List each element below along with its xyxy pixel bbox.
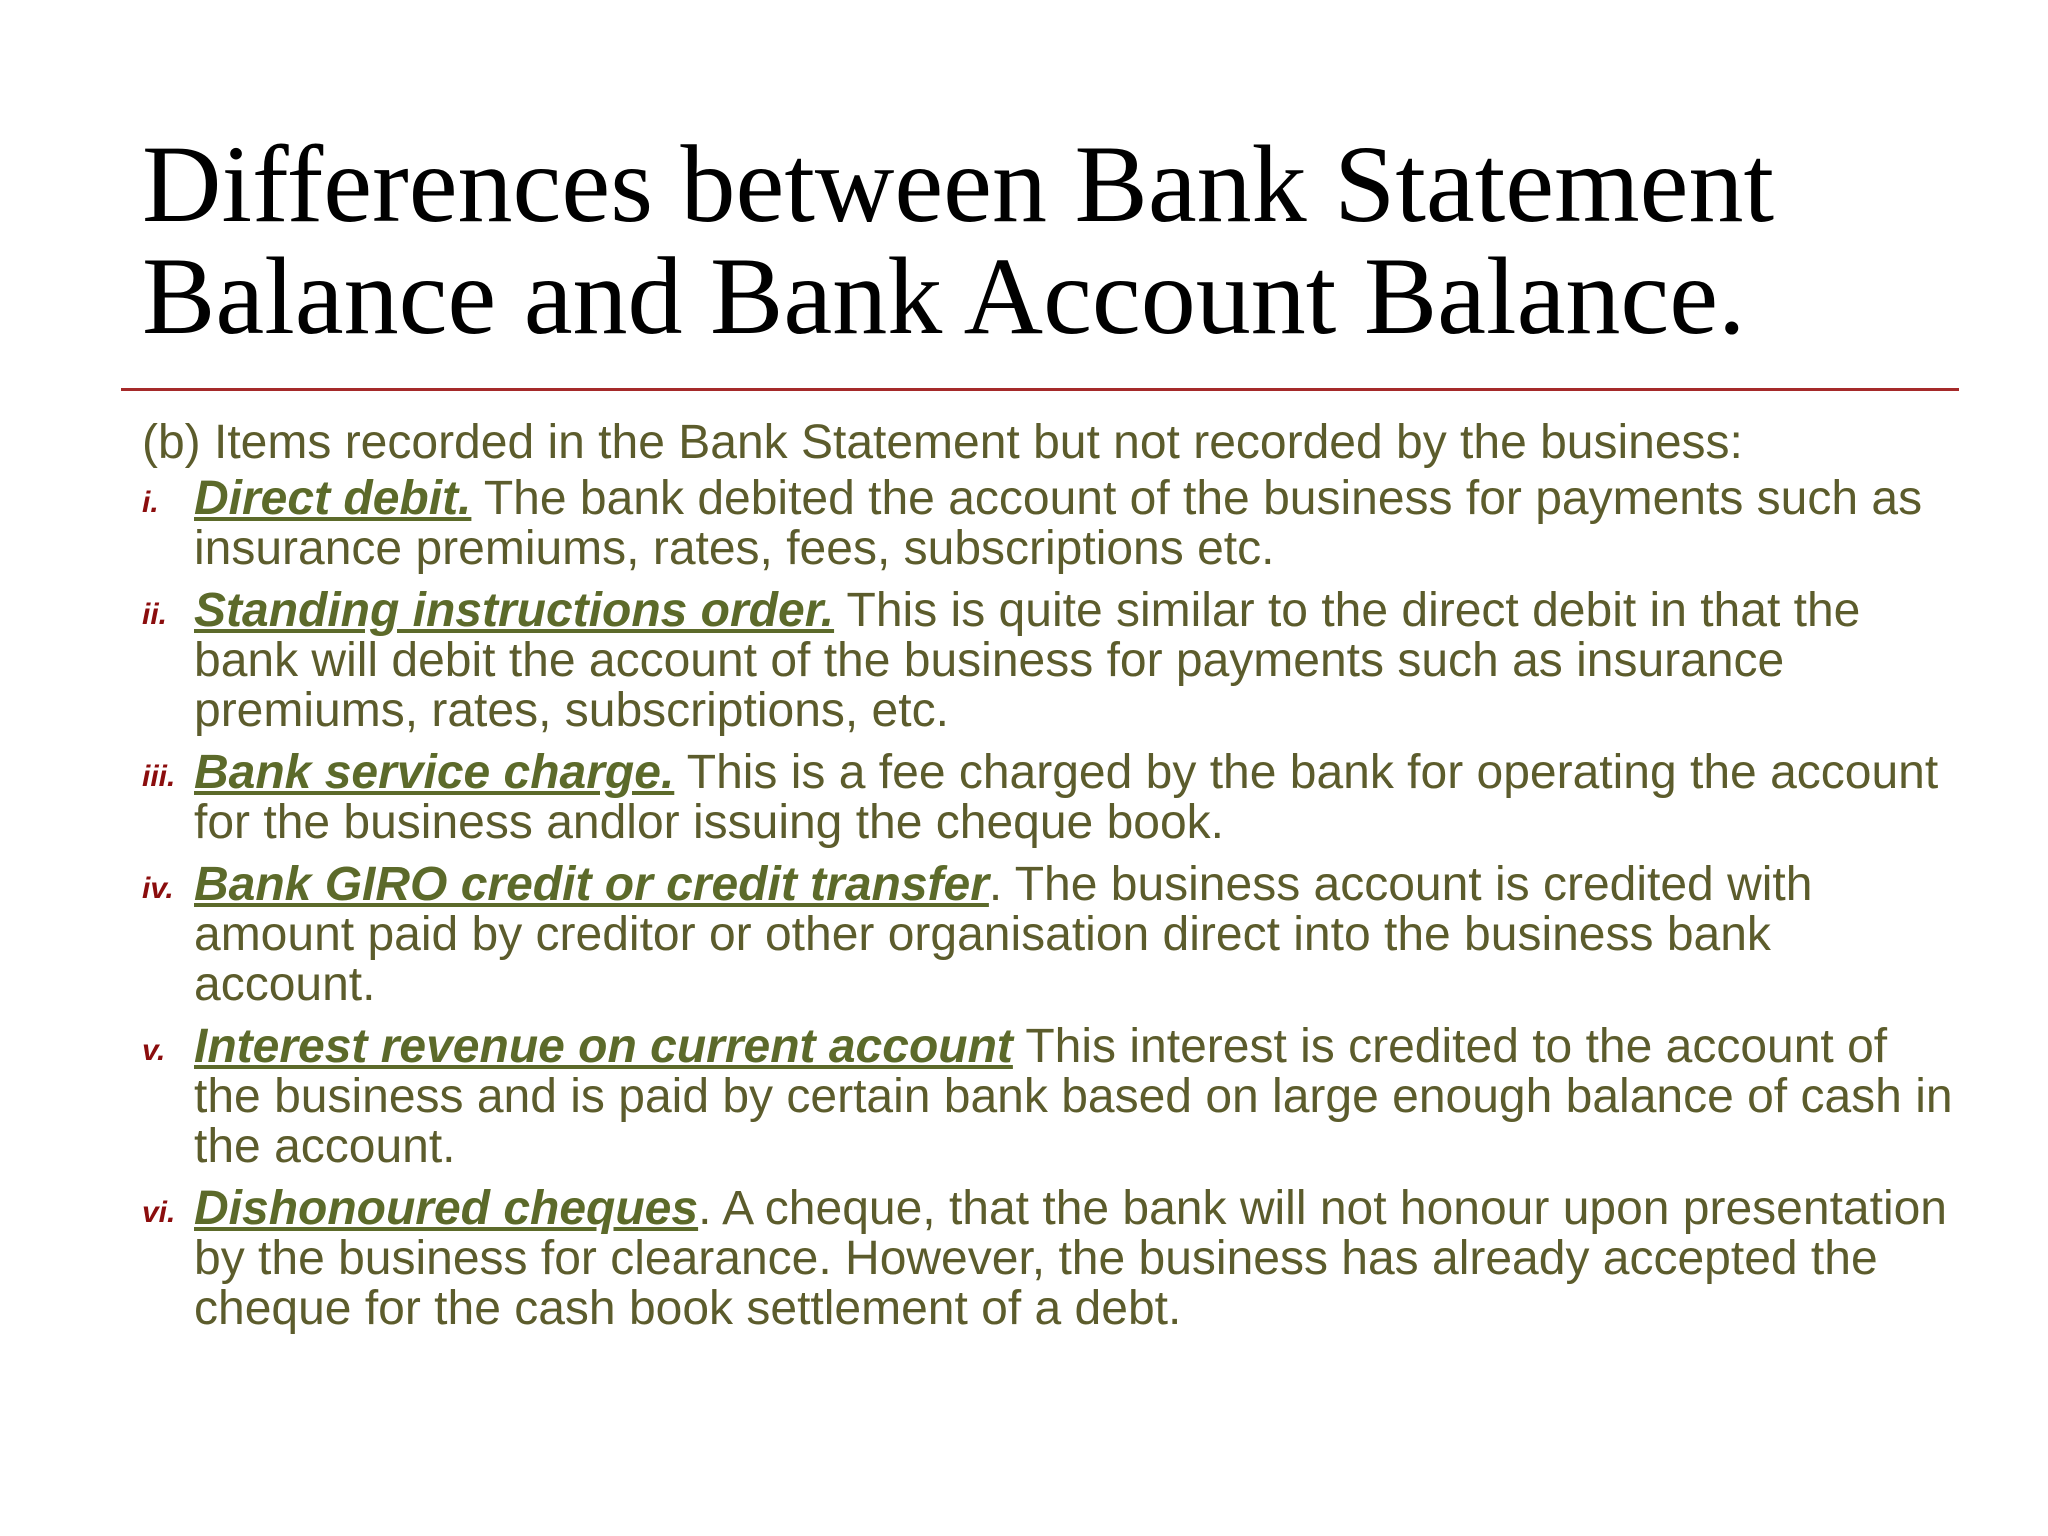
list-item bbox=[142, 1184, 1962, 1334]
title-divider bbox=[121, 388, 1959, 391]
list-marker: i. bbox=[142, 486, 159, 519]
item-term: Dishonoured cheques bbox=[194, 1182, 699, 1235]
title-line-1: Differences between Bank Statement bbox=[142, 123, 1775, 245]
list-item bbox=[142, 474, 1962, 574]
item-description: This is quite similar to the direct debit in that the bank will debit the account of the business for payments such as insurance premiums, rates, subscriptions, etc. bbox=[194, 584, 1861, 737]
item-list bbox=[142, 474, 1962, 1334]
list-marker: iv. bbox=[142, 872, 174, 905]
title-line-2: Balance and Bank Account Balance. bbox=[142, 235, 1746, 357]
item-description: . A cheque, that the bank will not honour upon presentation by the business for clearance. However, the business has already accepted the cheque for the cash book settlement of a debt. bbox=[194, 1182, 1947, 1335]
slide-body bbox=[142, 418, 1962, 1346]
list-item bbox=[142, 860, 1962, 1010]
intro-text: (b) Items recorded in the Bank Statement but not recorded by the business: bbox=[142, 416, 1743, 469]
item-term: Standing instructions order. bbox=[194, 584, 835, 637]
list-marker: v. bbox=[142, 1034, 166, 1067]
list-item bbox=[142, 748, 1962, 848]
item-term: Direct debit. bbox=[194, 472, 472, 525]
list-marker: ii. bbox=[142, 598, 168, 631]
item-description: The bank debited the account of the business for payments such as insurance premiums, rates, fees, subscriptions etc. bbox=[194, 472, 1923, 575]
item-description: . The business account is credited with amount paid by creditor or other organisation direct into the business bank account. bbox=[194, 858, 1813, 1011]
list-marker: iii. bbox=[142, 760, 176, 793]
item-description: This interest is credited to the account of the business and is paid by certain bank based on large enough balance of cash in the account. bbox=[194, 1020, 1953, 1173]
item-term: Bank GIRO credit or credit transfer bbox=[194, 858, 989, 911]
item-term: Interest revenue on current account bbox=[194, 1020, 1013, 1073]
item-description: This is a fee charged by the bank for operating the account for the business andlor issuing the cheque book. bbox=[194, 746, 1939, 849]
slide-title bbox=[142, 123, 1942, 357]
list-item bbox=[142, 1022, 1962, 1172]
list-item bbox=[142, 586, 1962, 736]
item-term: Bank service charge. bbox=[194, 746, 675, 799]
list-marker: vi. bbox=[142, 1196, 176, 1229]
